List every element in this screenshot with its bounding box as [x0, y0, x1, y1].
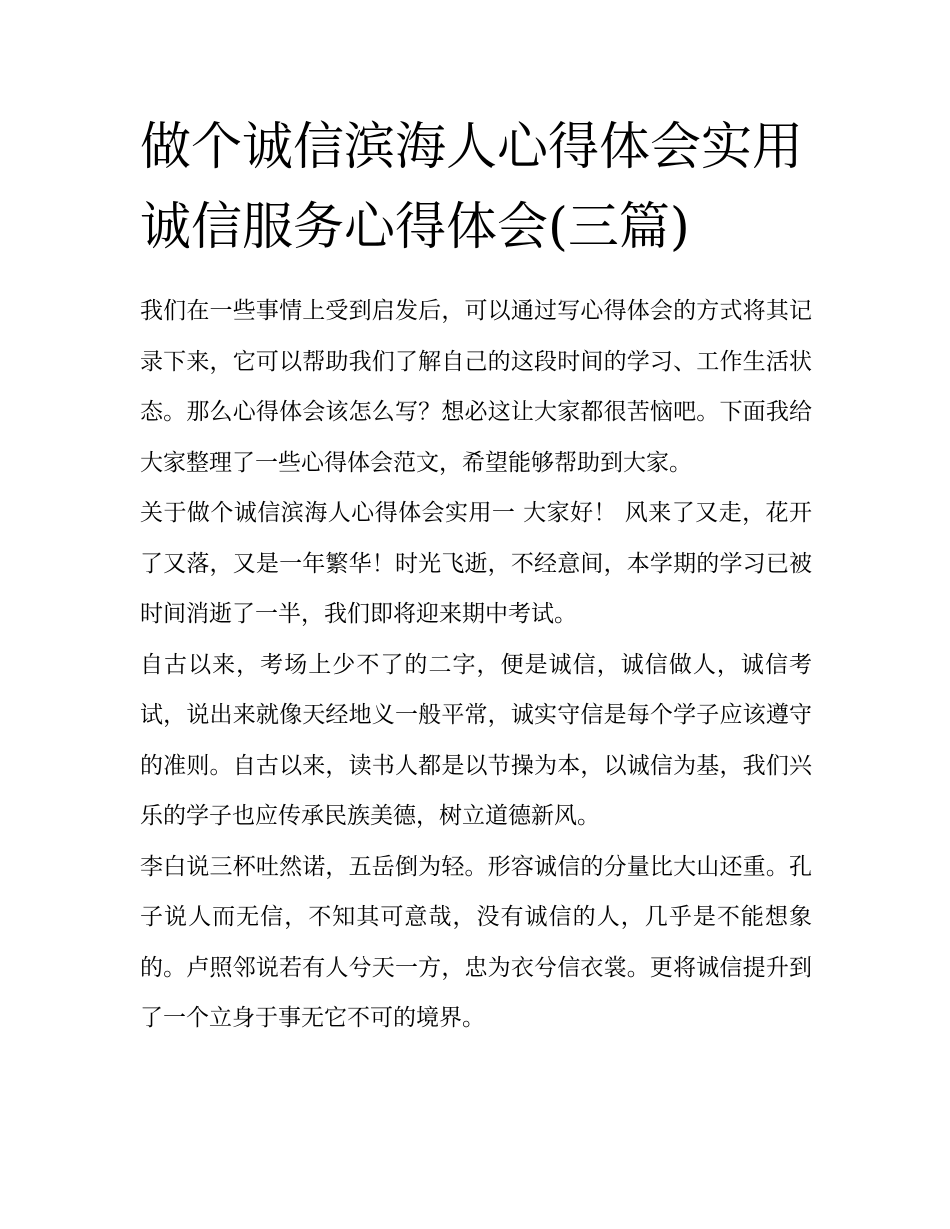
paragraph-quotes: 李白说三杯吐然诺，五岳倒为轻。形容诚信的分量比大山还重。孔子说人而无信，不知其可意哉，没有诚信的人，几乎是不能想象的。卢照邻说若有人兮天一方，忠为衣兮信衣裳。更将诚信提升到了一个立身于事无它不可的境界。: [140, 853, 812, 1031]
document-body: [140, 286, 812, 1044]
document-page: [140, 108, 812, 1044]
paragraph-integrity-exam: 自古以来，考场上少不了的二字，便是诚信，诚信做人，诚信考试，说出来就像天经地义一般平常，诚实守信是每个学子应该遵守的准则。自古以来，读书人都是以节操为本，以诚信为基，我们兴乐的学子也应传承民族美德，树立道德新风。: [140, 651, 812, 829]
paragraph-intro: 我们在一些事情上受到启发后，可以通过写心得体会的方式将其记录下来，它可以帮助我们了解自己的这段时间的学习、工作生活状态。那么心得体会该怎么写？想必这让大家都很苦恼吧。下面我给大家整理了一些心得体会范文，希望能够帮助到大家。: [140, 298, 812, 476]
document-title: 做个诚信滨海人心得体会实用诚信服务心得体会(三篇): [140, 118, 804, 257]
paragraph-greeting: 关于做个诚信滨海人心得体会实用一 大家好！ 风来了又走，花开了又落，又是一年繁华！时光飞逝，不经意间，本学期的学习已被时间消逝了一半，我们即将迎来期中考试。: [140, 500, 812, 627]
